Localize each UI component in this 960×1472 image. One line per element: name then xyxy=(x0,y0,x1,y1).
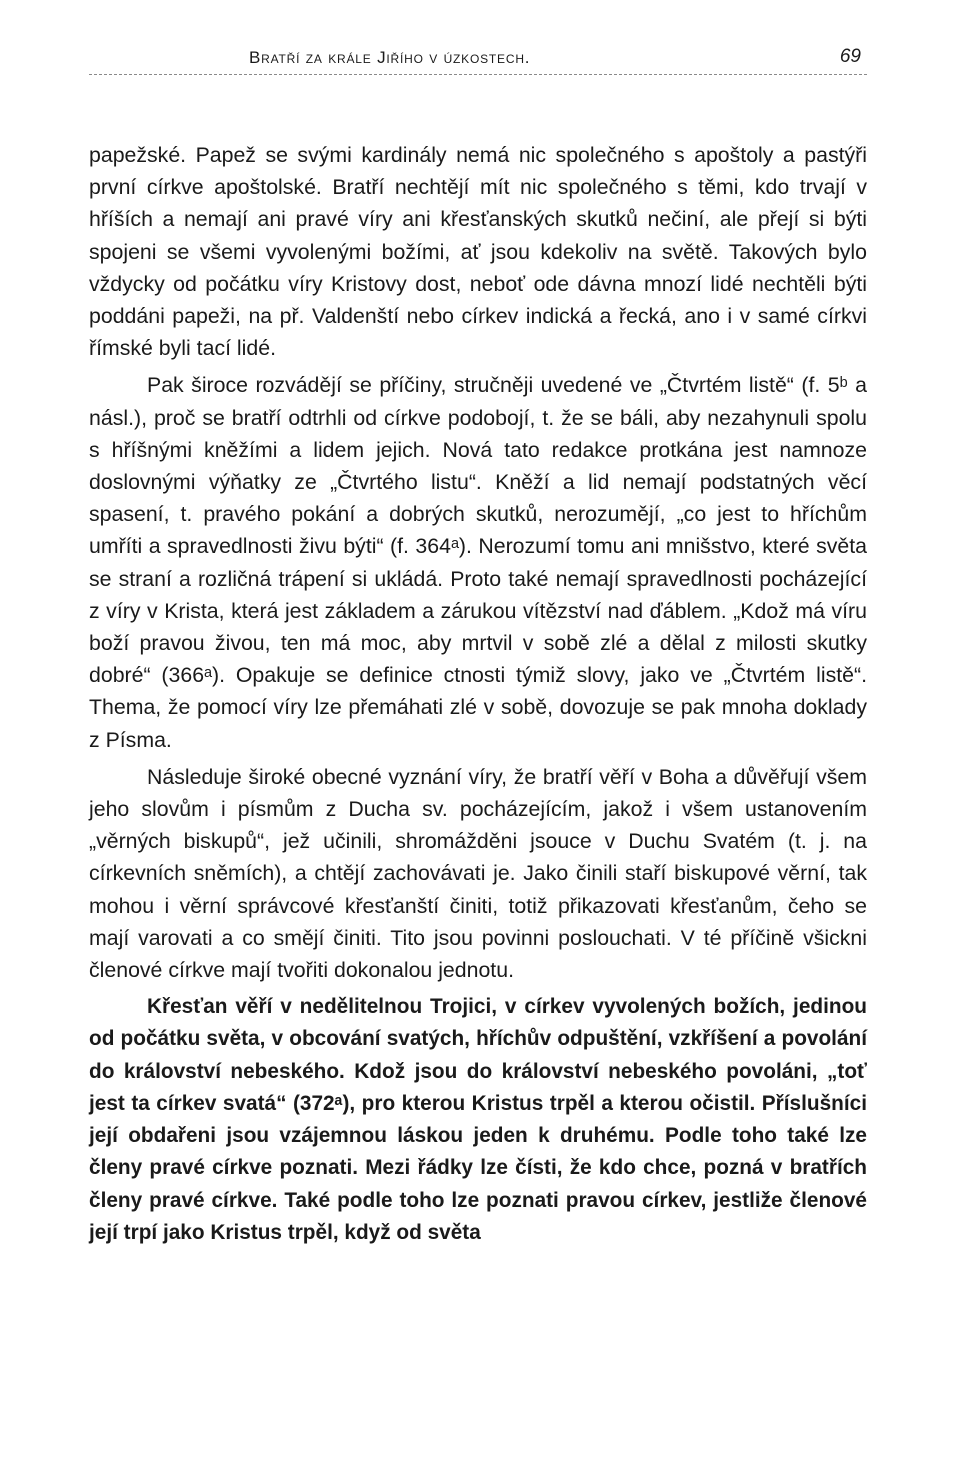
book-page xyxy=(89,40,867,1254)
paragraph-3: Následuje široké obecné vyznání víry, že bratří věří v Boha a důvěřují všem jeho slovům i písmům z Ducha sv. pocházejícím, jakož i všem ustanovením „věrných biskupů“, jež učinili, shromážděni jsouce v Duchu Svatém (t. j. na církevních sněmích), a chtějí zachovávati je. Jako činili staří biskupové věrní, tak mohou i věrní správcové křesťanští činiti, totiž přikazovati křesťanům, čeho se mají varovati a co smějí činiti. Tito jsou povinni poslouchati. V té příčině všickni členové církve mají tvořiti dokonalou jednotu. xyxy=(89,764,867,983)
page-number: 69 xyxy=(839,46,861,67)
paragraph-4: Křesťan věří v nedělitelnou Trojici, v církev vyvolených božích, jedinou od počátku světa, v obcování svatých, hříchův odpuštění, vzkříšení a povolání do království nebeského. Kdož jsou do království nebeského povoláni, „toť jest ta církev svatá“ (372ᵃ), pro kterou Kristus trpěl a kterou očistil. Příslušníci její obdařeni jsou vzájemnou láskou jeden k druhému. Podle toho také lze členy pravé církve poznati. Mezi řádky lze čísti, že kdo chce, pozná v bratřích členy pravé církve. Také podle toho lze poznati pravou církev, jestliže členové její trpí jako Kristus trpěl, když od světa xyxy=(89,995,867,1244)
paragraph-2: Pak široce rozvádějí se příčiny, stručněji uvedené ve „Čtvrtém listě“ (f. 5ᵇ a násl.), proč se bratří odtrhli od církve podobojí, t. že se báli, aby nezahynuli spolu s hříšnými kněžími a lidem jejich. Nová tato redakce protkána jest namnoze doslovnými výňatky ze „Čtvrtého listu“. Kněží a lid nemají podstatných věcí spasení, t. pravého pokání a dobrých skutků, nerozumějí, „co jest to hříchům umříti a spravedlnosti živu býti“ (f. 364ᵃ). Nerozumí tomu ani mnišstvo, které světa se straní a rozličná trápení si ukládá. Proto také nemají spravedlnosti pocházející z víry v Krista, která jest základem a zárukou vítězství nad ďáblem. „Kdož má víru boží pravou živou, ten má moc, aby mrtvil v sobě zlé a dělal z milosti skutky dobré“ (366ᵃ). Opakuje se definice ctnosti týmiž slovy, jako ve „Čtvrtém listě“. Thema, že pomocí víry lze přemáhati zlé v sobě, dovozuje se pak mnoha doklady z Písma. xyxy=(89,373,867,752)
running-head xyxy=(89,40,867,75)
running-title: Bratří za krále Jiřího v úzkostech. xyxy=(249,48,531,67)
paragraph-1: papežské. Papež se svými kardinály nemá nic společného s apoštoly a pastýři první církve apoštolské. Bratří nechtějí mít nic společného s těmi, kdo trvají v hříších a nemají ani pravé víry ani křesťanských skutků nečiní, ale přejí si býti spojeni se všemi vyvolenými božími, ať jsou kdekoliv na světě. Takových bylo vždycky od počátku víry Kristovy dost, neboť ode dávna mnozí lidé nechtěli býti poddáni papeži, na př. Valdenští nebo církev indická a řecká, ano i v samé církvi římské byli tací lidé. xyxy=(89,143,867,361)
body-text xyxy=(89,139,867,1249)
